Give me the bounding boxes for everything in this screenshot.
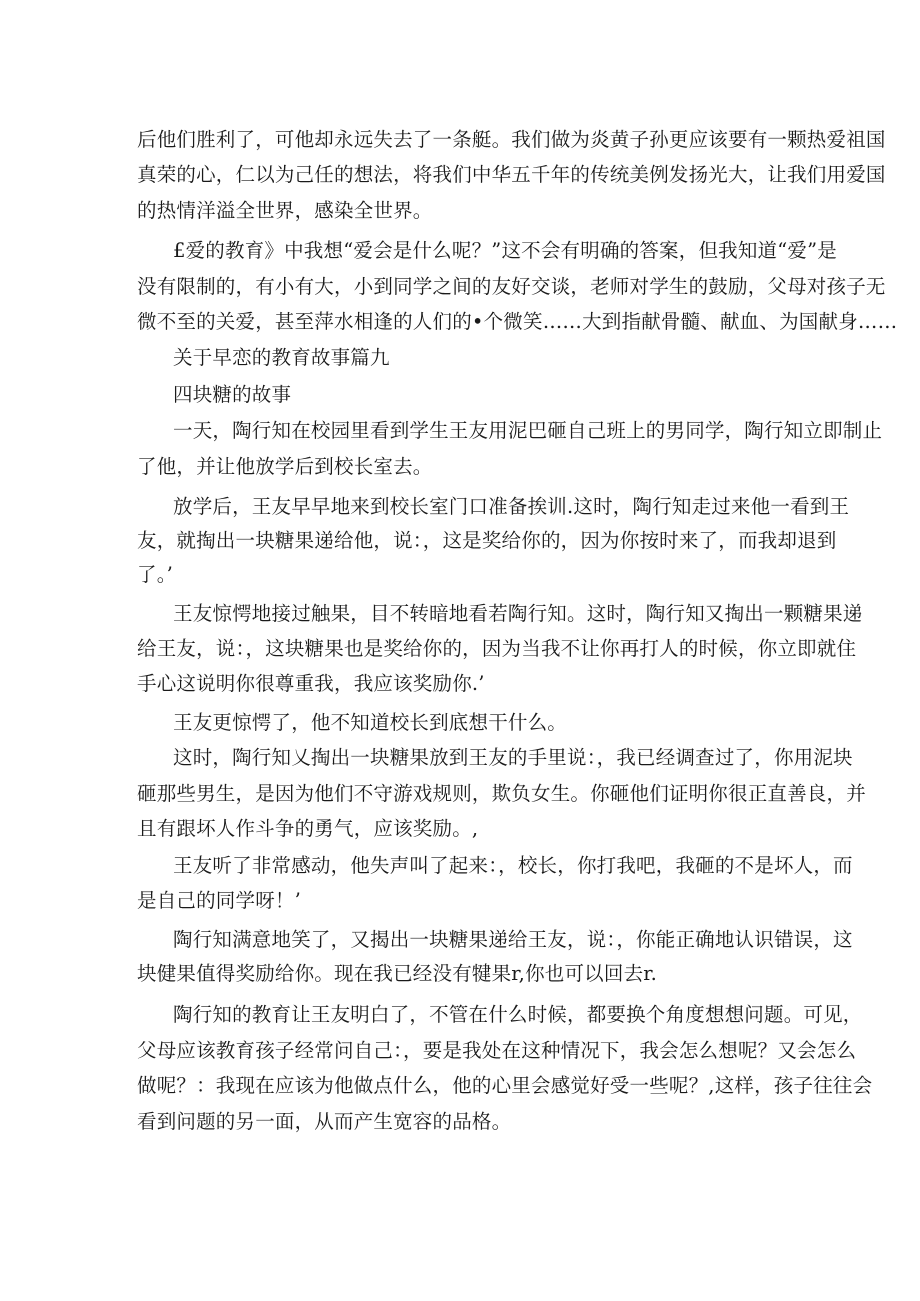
text-line: 陶行知满意地笑了，又揭出一块糖果递给王友，说：，你能正确地认识错误，这 (173, 928, 853, 951)
text-line: 的热情洋溢全世界，感染全世界。 (137, 199, 433, 222)
text-line: 陶行知的教育让王友明白了，不管在什么时候，都要换个角度想想问题。可见， (173, 1003, 863, 1026)
text-line: 王友听了非常感动，他失声叫了起来：，校长，你打我吧，我砸的不是坏人，而 (173, 854, 853, 877)
text-line: 手心这说明你很尊重我，我应该奖励你.’ (137, 672, 485, 695)
text-line: 是自己的同学呀！’ (137, 889, 301, 912)
text-line: 做呢？：我现在应该为他做点什么，他的心里会感觉好受一些呢？,这样，孩子往往会 (137, 1074, 873, 1097)
text-line: 了。’ (137, 563, 174, 586)
text-line: 王友惊愕地接过触果，目不转暗地看若陶行知。这时，陶行知又掏出一颗糖果递 (173, 602, 863, 625)
text-line: £爱的教育》中我想“爱会是什么呢？”这不会有明确的答案，但我知道“爱”是 (173, 239, 837, 262)
text-line: 块健果值得奖励给你。现在我已经没有犍果r,你也可以回去r. (137, 962, 658, 985)
text-line: 没有限制的，有小有大，小到同学之间的友好交谈，老师对学生的鼓励，父母对孩子无 (137, 275, 886, 298)
text-line: 看到问题的另一面，从而产生宽容的品格。 (137, 1110, 512, 1133)
text-line: 这时，陶行知乂掏出一块糖果放到王友的手里说：，我已经调查过了，你用泥块 (173, 746, 853, 769)
text-line: 王友更惊愕了，他不知道校长到底想干什么。 (173, 711, 568, 734)
text-line: 友，就掏出一块糖果递给他，说：，这是奖给你的，因为你按时来了，而我却退到 (137, 529, 837, 552)
text-line: 给王友，说：，这块糖果也是奖给你的，因为当我不让你再打人的时候，你立即就住 (137, 637, 857, 660)
text-line: 且有跟坏人作斗争的勇气，应该奖励。, (137, 817, 479, 840)
section-heading: 关于早恋的教育故事篇九 (173, 346, 390, 369)
text-line: 了他，并让他放学后到校长室去。 (137, 455, 433, 478)
text-line: 放学后，王友早早地来到校长室门口准备挨训.这时，陶行知走过来他一看到王 (173, 495, 850, 518)
text-line: 后他们胜利了，可他却永远失去了一条艇。我们做为炎黄子孙更应该要有一颗热爱祖国 (137, 128, 886, 151)
text-line: 父母应该教育孩子经常问自己：，要是我处在这种情况下，我会怎么想呢？又会怎么 (137, 1039, 857, 1062)
text-line: 真荣的心，仁以为己任的想法，将我们中华五千年的传统美例发扬光大，让我们用爱国 (137, 163, 886, 186)
text-line: 微不至的关爱，甚至萍水相逢的人们的•个微笑……大到指献骨髓、献血、为国献身…… (137, 310, 898, 333)
text-line: 砸那些男生，是因为他们不守游戏规则，欺负女生。你砸他们证明你很正直善良，并 (137, 782, 866, 805)
story-title: 四块糖的故事 (173, 383, 292, 406)
text-line: 一天，陶行知在校园里看到学生王友用泥巴砸自己班上的男同学，陶行知立即制止 (173, 419, 883, 442)
